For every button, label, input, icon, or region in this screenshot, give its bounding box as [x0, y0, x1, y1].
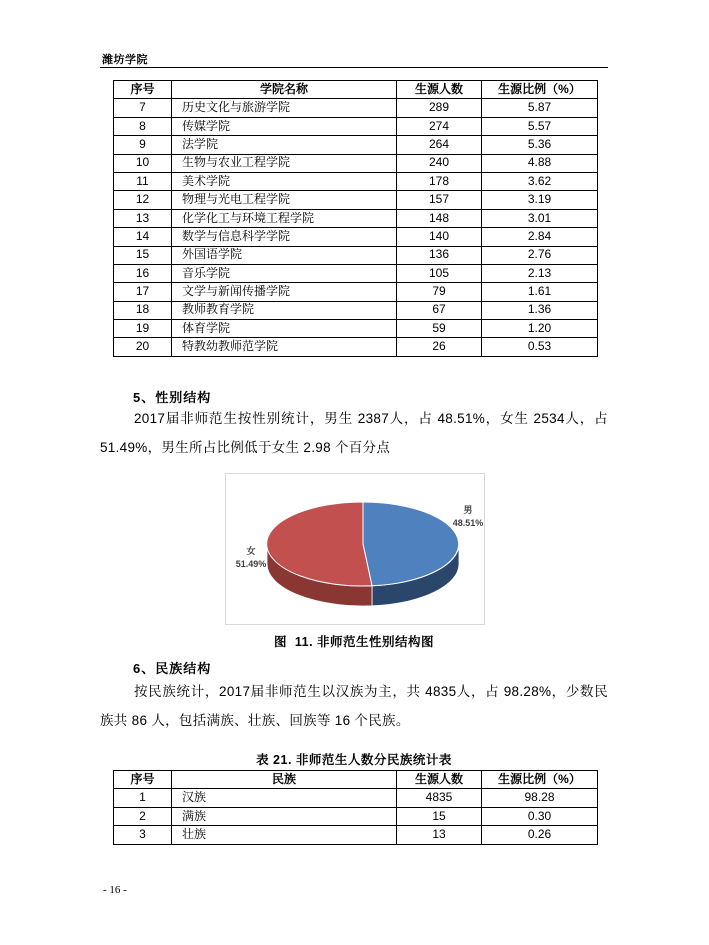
table-header-row [114, 81, 598, 99]
gender-pie-chart [225, 473, 485, 625]
pie-label-male-name: 男 [463, 505, 473, 515]
table-row [114, 228, 598, 246]
table-cell: 148 [397, 209, 482, 227]
table-cell: 物理与光电工程学院 [172, 191, 397, 209]
ethnicity-table [113, 770, 598, 845]
table-cell: 汉族 [172, 789, 397, 807]
column-header: 序号 [114, 81, 172, 99]
table-cell: 0.26 [482, 826, 598, 844]
table-header-row [114, 771, 598, 789]
table-cell: 136 [397, 246, 482, 264]
pie-label-male [438, 504, 498, 530]
table-cell: 2 [114, 807, 172, 825]
table-cell: 15 [114, 246, 172, 264]
table-cell: 7 [114, 99, 172, 117]
table-row [114, 826, 598, 844]
pie-label-female-name: 女 [246, 546, 256, 556]
table-cell: 特教幼教师范学院 [172, 338, 397, 356]
table-cell: 264 [397, 136, 482, 154]
paragraph-line: 2017届非师范生按性别统计，男生 2387人，占 48.51%，女生 2534人，占 [134, 411, 608, 426]
column-header: 生源比例（%） [482, 81, 598, 99]
table-cell: 17 [114, 283, 172, 301]
table-row [114, 209, 598, 227]
table-row [114, 117, 598, 135]
table-cell: 体育学院 [172, 320, 397, 338]
header-divider [100, 67, 608, 68]
table-cell: 18 [114, 301, 172, 319]
table-row [114, 136, 598, 154]
column-header: 生源人数 [397, 771, 482, 789]
column-header: 生源比例（%） [482, 771, 598, 789]
table-cell: 美术学院 [172, 172, 397, 190]
column-header: 民族 [172, 771, 397, 789]
table-cell: 20 [114, 338, 172, 356]
table-cell: 法学院 [172, 136, 397, 154]
table-cell: 79 [397, 283, 482, 301]
table-row [114, 172, 598, 190]
pie-label-female [223, 545, 279, 571]
table-cell: 音乐学院 [172, 264, 397, 282]
table-cell: 历史文化与旅游学院 [172, 99, 397, 117]
table-cell: 240 [397, 154, 482, 172]
table-cell: 2.76 [482, 246, 598, 264]
table-cell: 1.20 [482, 320, 598, 338]
gender-paragraph [100, 404, 608, 462]
pie-label-female-percent: 51.49% [235, 559, 267, 569]
table-cell: 16 [114, 264, 172, 282]
section-title-gender: 5、性别结构 [133, 390, 212, 405]
table-cell: 传媒学院 [172, 117, 397, 135]
table-cell: 19 [114, 320, 172, 338]
table-cell: 0.30 [482, 807, 598, 825]
table-row [114, 338, 598, 356]
table-caption: 表 21. 非师范生人数分民族统计表 [256, 753, 452, 767]
table-cell: 11 [114, 172, 172, 190]
table-row [114, 301, 598, 319]
paragraph-line: 51.49%，男生所占比例低于女生 2.98 个百分点 [100, 440, 391, 455]
table-row [114, 789, 598, 807]
table-cell: 化学化工与环境工程学院 [172, 209, 397, 227]
table-cell: 9 [114, 136, 172, 154]
table-cell: 3.62 [482, 172, 598, 190]
table-cell: 26 [397, 338, 482, 356]
column-header: 学院名称 [172, 81, 397, 99]
table-cell: 5.36 [482, 136, 598, 154]
table-row [114, 320, 598, 338]
table-row [114, 99, 598, 117]
table-cell: 12 [114, 191, 172, 209]
table-cell: 4.88 [482, 154, 598, 172]
table-cell: 4835 [397, 789, 482, 807]
table-cell: 140 [397, 228, 482, 246]
document-header: 潍坊学院 [102, 54, 148, 66]
table-cell: 67 [397, 301, 482, 319]
table-cell: 178 [397, 172, 482, 190]
table-row [114, 807, 598, 825]
table-cell: 98.28 [482, 789, 598, 807]
table-row [114, 154, 598, 172]
table-cell: 1.36 [482, 301, 598, 319]
table-cell: 14 [114, 228, 172, 246]
ethnicity-paragraph [100, 677, 608, 735]
table-row [114, 246, 598, 264]
pie-label-male-percent: 48.51% [452, 518, 484, 528]
table-cell: 教师教育学院 [172, 301, 397, 319]
table-cell: 1 [114, 789, 172, 807]
table-cell: 1.61 [482, 283, 598, 301]
table-cell: 274 [397, 117, 482, 135]
table-cell: 2.13 [482, 264, 598, 282]
table-row [114, 264, 598, 282]
table-cell: 105 [397, 264, 482, 282]
table-cell: 3 [114, 826, 172, 844]
column-header: 生源人数 [397, 81, 482, 99]
table-cell: 生物与农业工程学院 [172, 154, 397, 172]
table-cell: 13 [114, 209, 172, 227]
table-cell: 59 [397, 320, 482, 338]
column-header: 序号 [114, 771, 172, 789]
table-cell: 289 [397, 99, 482, 117]
table-cell: 0.53 [482, 338, 598, 356]
page-number: - 16 - [103, 884, 127, 896]
table-cell: 5.87 [482, 99, 598, 117]
table-cell: 3.01 [482, 209, 598, 227]
table-cell: 15 [397, 807, 482, 825]
table-cell: 外国语学院 [172, 246, 397, 264]
paragraph-line: 按民族统计，2017届非师范生以汉族为主，共 4835人，占 98.28%，少数民 [134, 684, 608, 699]
college-source-table [113, 80, 598, 357]
table-cell: 壮族 [172, 826, 397, 844]
table-cell: 157 [397, 191, 482, 209]
table-cell: 数学与信息科学学院 [172, 228, 397, 246]
table-cell: 13 [397, 826, 482, 844]
table-cell: 2.84 [482, 228, 598, 246]
table-row [114, 283, 598, 301]
table-cell: 文学与新闻传播学院 [172, 283, 397, 301]
paragraph-line: 族共 86 人，包括满族、壮族、回族等 16 个民族。 [100, 713, 410, 728]
table-row [114, 191, 598, 209]
table-cell: 10 [114, 154, 172, 172]
table-cell: 3.19 [482, 191, 598, 209]
table-cell: 5.57 [482, 117, 598, 135]
table-cell: 满族 [172, 807, 397, 825]
figure-caption: 图 11. 非师范生性别结构图 [273, 635, 435, 649]
section-title-ethnicity: 6、民族结构 [133, 661, 212, 676]
table-cell: 8 [114, 117, 172, 135]
